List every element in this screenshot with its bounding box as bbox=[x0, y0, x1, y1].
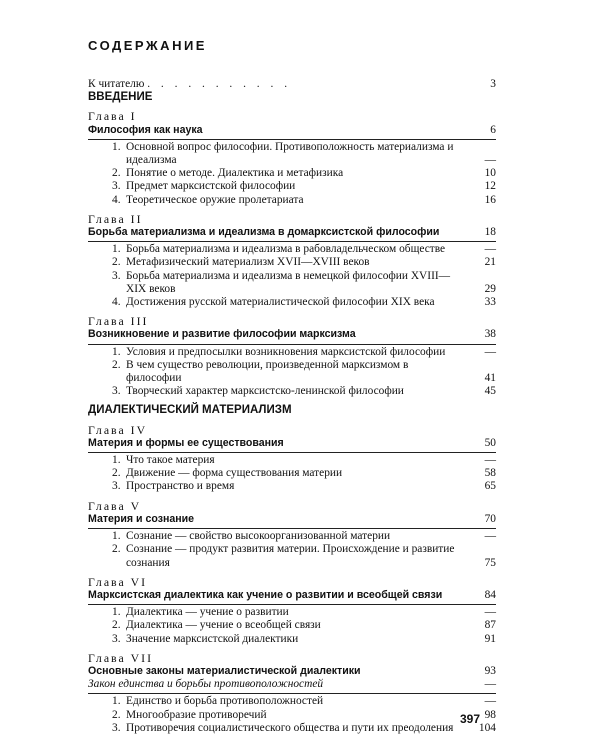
entry-number: 1. bbox=[112, 606, 121, 619]
entry-number: 1. bbox=[112, 140, 121, 153]
toc-entry[interactable] bbox=[88, 695, 496, 708]
toc-entry[interactable] bbox=[88, 480, 496, 493]
chapter-title-entry[interactable] bbox=[88, 513, 496, 526]
entry-number: 2. bbox=[112, 619, 121, 632]
entry-text: Борьба материализма и идеализма в немецкой философии XVIII—XIX веков bbox=[126, 269, 451, 295]
entry-number: 1. bbox=[112, 345, 121, 358]
page-ref: 45 bbox=[484, 385, 496, 398]
divider bbox=[88, 693, 496, 694]
divider bbox=[88, 344, 496, 345]
entry-number: 2. bbox=[112, 543, 121, 556]
toc-entry[interactable] bbox=[88, 467, 496, 480]
entry-text: Творческий характер марксистско-ленинской философии bbox=[126, 385, 404, 398]
toc-entry[interactable] bbox=[88, 722, 496, 735]
chapter-label: Глава VII bbox=[88, 650, 154, 665]
entry-number: 1. bbox=[112, 454, 121, 467]
entry-text: Метафизический материализм XVII—XVIII веков bbox=[126, 256, 370, 269]
toc-entry[interactable] bbox=[88, 296, 496, 309]
page-ref: 70 bbox=[484, 512, 496, 525]
chapter-title-entry[interactable] bbox=[88, 437, 496, 450]
page-ref: 41 bbox=[484, 372, 496, 385]
divider bbox=[88, 604, 496, 605]
toc-entry[interactable] bbox=[88, 385, 496, 398]
entry-text: Борьба материализма и идеализма в рабовладельческом обществе bbox=[126, 243, 446, 256]
chapter-title: Материя и формы ее существования bbox=[88, 436, 284, 449]
chapter-title: Возникновение и развитие философии марксизма bbox=[88, 328, 356, 341]
chapter-label: Глава V bbox=[88, 498, 142, 513]
section-heading-dialectical-materialism: ДИАЛЕКТИЧЕСКИЙ МАТЕРИАЛИЗМ bbox=[88, 404, 292, 417]
divider bbox=[88, 452, 496, 453]
entry-number: 2. bbox=[112, 708, 121, 721]
page-ref: 87 bbox=[484, 619, 496, 632]
table-of-contents bbox=[88, 78, 496, 735]
page-ref: 3 bbox=[490, 78, 496, 90]
toc-entry[interactable] bbox=[88, 141, 496, 167]
page-number: 397 bbox=[460, 712, 481, 726]
chapter-label: Глава II bbox=[88, 211, 143, 226]
entry-number: 2. bbox=[112, 358, 121, 371]
entry-text: Диалектика — учение о всеобщей связи bbox=[126, 619, 321, 632]
page-title: СОДЕРЖАНИЕ bbox=[88, 38, 207, 53]
page-ref: — bbox=[484, 530, 496, 543]
chapter-title: Материя и сознание bbox=[88, 512, 195, 525]
entry-number: 2. bbox=[112, 256, 121, 269]
divider bbox=[88, 139, 496, 140]
page-ref: 75 bbox=[484, 556, 496, 569]
entry-number: 4. bbox=[112, 296, 121, 309]
entry-text: Достижения русской материалистической философии XIX века bbox=[126, 296, 435, 309]
entry-number: 1. bbox=[112, 530, 121, 543]
entry-number: 4. bbox=[112, 193, 121, 206]
page-ref: 21 bbox=[484, 256, 496, 269]
chapter-title: Философия как наука bbox=[88, 123, 203, 136]
entry-number: 3. bbox=[112, 269, 121, 282]
leader-dots: . . . . . . . . . . . bbox=[147, 78, 292, 90]
page-ref: 10 bbox=[484, 167, 496, 180]
divider bbox=[88, 528, 496, 529]
chapter-title-entry[interactable] bbox=[88, 589, 496, 602]
entry-text: Значение марксистской диалектики bbox=[126, 632, 299, 645]
page-ref: 50 bbox=[484, 436, 496, 449]
toc-entry[interactable] bbox=[88, 346, 496, 359]
page-ref: 38 bbox=[484, 328, 496, 341]
entry-number: 3. bbox=[112, 480, 121, 493]
page-ref: 33 bbox=[484, 296, 496, 309]
chapter-label: Глава VI bbox=[88, 574, 148, 589]
page-ref: 65 bbox=[484, 480, 496, 493]
toc-entry[interactable] bbox=[88, 359, 496, 385]
chapter-label: Глава IV bbox=[88, 422, 148, 437]
page-ref: 93 bbox=[484, 664, 496, 677]
page-ref: 6 bbox=[490, 123, 496, 136]
toc-entry[interactable] bbox=[88, 270, 496, 296]
entry-number: 3. bbox=[112, 721, 121, 734]
section-heading-intro: ВВЕДЕНИЕ bbox=[88, 91, 153, 104]
toc-entry[interactable] bbox=[88, 243, 496, 256]
entry-text: Теоретическое оружие пролетариата bbox=[126, 193, 304, 206]
entry-number: 2. bbox=[112, 467, 121, 480]
toc-entry-reader[interactable] bbox=[88, 78, 496, 91]
toc-entry[interactable] bbox=[88, 606, 496, 619]
entry-text: Многообразие противоречий bbox=[126, 708, 267, 721]
page-ref: — bbox=[484, 606, 496, 619]
toc-entry[interactable] bbox=[88, 633, 496, 646]
entry-text: Условия и предпосылки возникновения марксистской философии bbox=[126, 345, 446, 358]
entry-number: 3. bbox=[112, 632, 121, 645]
entry-text: Понятие о методе. Диалектика и метафизика bbox=[126, 167, 344, 180]
divider bbox=[88, 241, 496, 242]
chapter-label: Глава III bbox=[88, 314, 149, 329]
toc-entry[interactable] bbox=[88, 256, 496, 269]
entry-text: Что такое материя bbox=[126, 454, 215, 467]
entry-number: 1. bbox=[112, 243, 121, 256]
page-ref: 84 bbox=[484, 588, 496, 601]
entry-text: Движение — форма существования материи bbox=[126, 467, 343, 480]
chapter-title-entry[interactable] bbox=[88, 124, 496, 137]
entry-text: В чем существо революции, произведенной марксизмом в философии bbox=[126, 358, 409, 385]
chapter-title: Борьба материализма и идеализма в домарксистской философии bbox=[88, 226, 440, 239]
chapter-title-entry[interactable] bbox=[88, 328, 496, 341]
chapter-title: Марксистская диалектика как учение о развитии и всеобщей связи bbox=[88, 588, 443, 601]
toc-entry[interactable] bbox=[88, 194, 496, 207]
subsection-entry[interactable] bbox=[88, 678, 496, 691]
entry-text: Основной вопрос философии. Противоположность материализма и идеализма bbox=[126, 140, 454, 167]
entry-label: К читателю bbox=[88, 78, 145, 90]
page-ref: 29 bbox=[484, 282, 496, 295]
entry-number: 3. bbox=[112, 180, 121, 193]
chapter-title: Основные законы материалистической диалектики bbox=[88, 664, 361, 677]
chapter-label: Глава I bbox=[88, 109, 137, 124]
page-ref: 98 bbox=[484, 708, 496, 721]
toc-entry[interactable] bbox=[88, 619, 496, 632]
toc-entry[interactable] bbox=[88, 167, 496, 180]
entry-text: Пространство и время bbox=[126, 480, 235, 493]
chapter-title-entry[interactable] bbox=[88, 665, 496, 678]
entry-text: Сознание — свойство высокоорганизованной материи bbox=[126, 530, 391, 543]
toc-entry[interactable] bbox=[88, 530, 496, 543]
page-ref: — bbox=[484, 695, 496, 708]
entry-number: 2. bbox=[112, 167, 121, 180]
page-ref: — bbox=[484, 454, 496, 467]
toc-entry[interactable] bbox=[88, 454, 496, 467]
chapter-title-entry[interactable] bbox=[88, 226, 496, 239]
page-ref: 104 bbox=[478, 721, 496, 734]
entry-text: Диалектика — учение о развитии bbox=[126, 606, 289, 619]
page-ref: — bbox=[484, 678, 496, 691]
page-ref: 91 bbox=[484, 632, 496, 645]
entry-text: Предмет марксистской философии bbox=[126, 180, 296, 193]
toc-entry[interactable] bbox=[88, 709, 496, 722]
page-ref: 12 bbox=[484, 180, 496, 193]
entry-text: Сознание — продукт развития материи. Происхождение и развитие сознания bbox=[126, 543, 455, 569]
toc-entry[interactable] bbox=[88, 543, 496, 569]
page-ref: — bbox=[484, 154, 496, 167]
entry-number: 3. bbox=[112, 385, 121, 398]
entry-text: Единство и борьба противоположностей bbox=[126, 695, 324, 708]
page-ref: 18 bbox=[484, 226, 496, 239]
subsection-title: Закон единства и борьбы противоположностей bbox=[88, 678, 324, 691]
entry-number: 1. bbox=[112, 695, 121, 708]
page-ref: — bbox=[484, 243, 496, 256]
entry-text: Противоречия социалистического общества и пути их преодоления bbox=[126, 721, 454, 734]
page-ref: 16 bbox=[484, 193, 496, 206]
toc-entry[interactable] bbox=[88, 180, 496, 193]
page-ref: — bbox=[484, 345, 496, 358]
page-ref: 58 bbox=[484, 467, 496, 480]
